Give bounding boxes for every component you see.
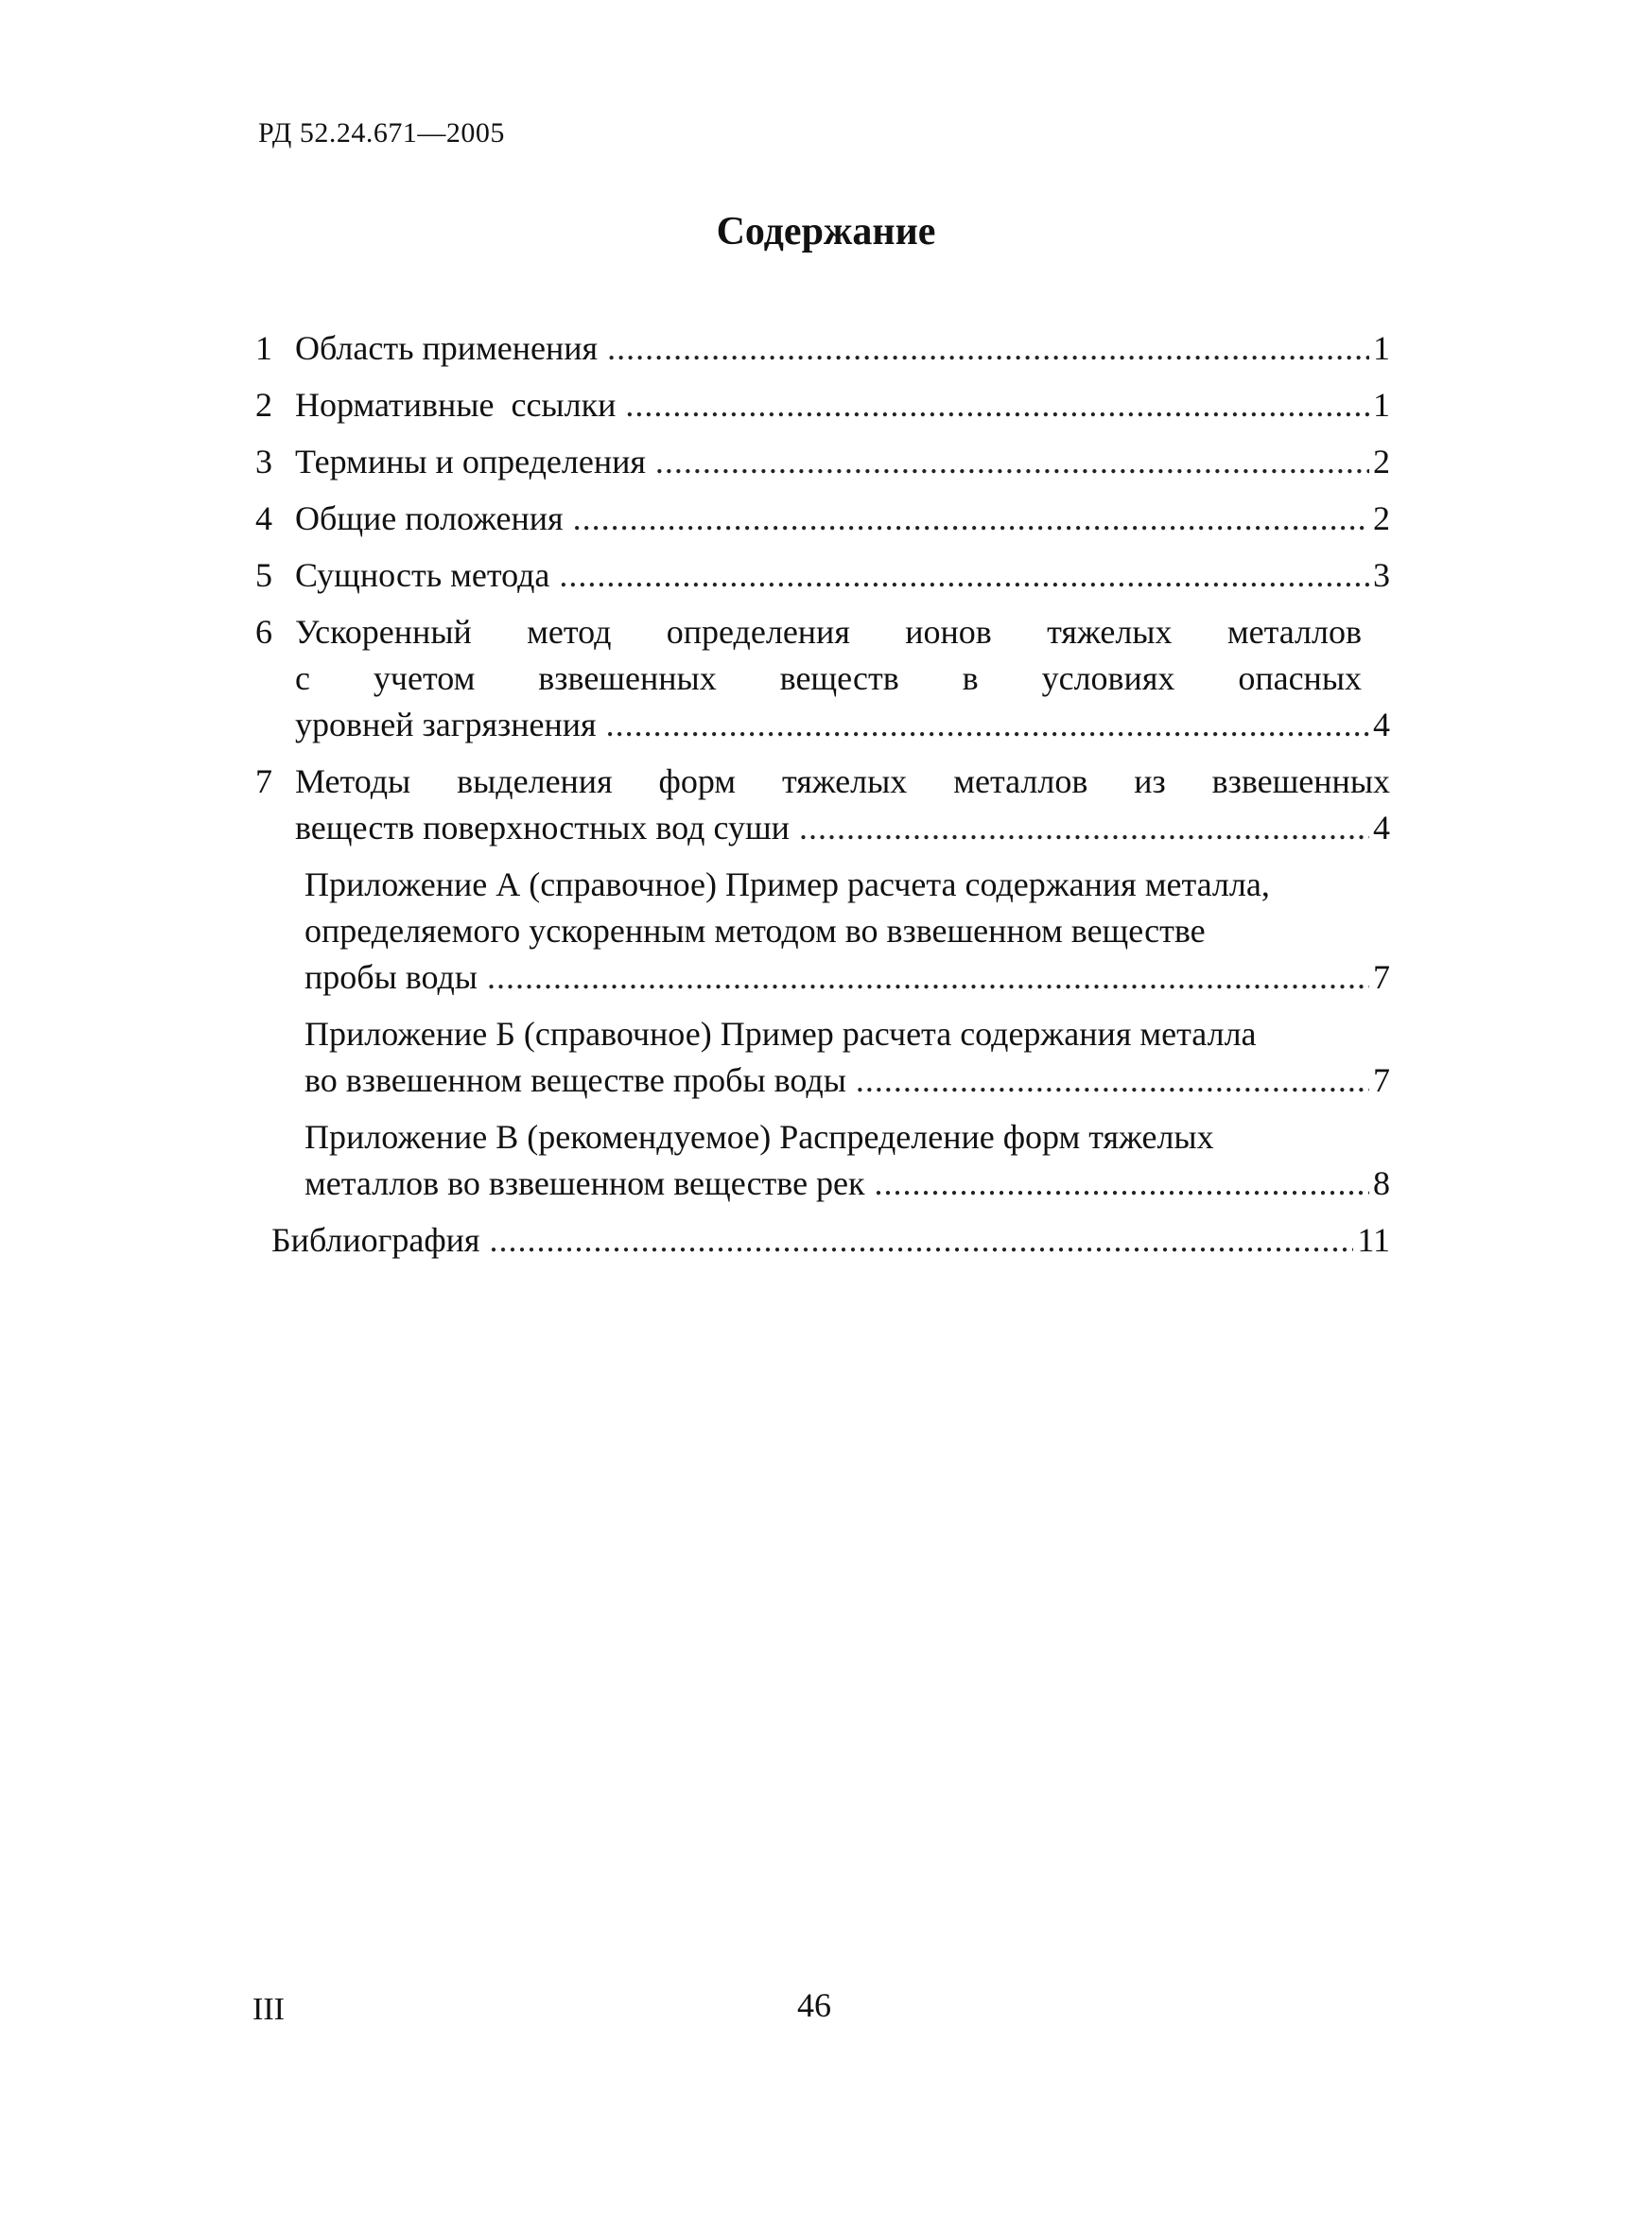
- toc-entry-number: 4: [255, 499, 272, 537]
- toc-page-number: 1: [1373, 329, 1390, 367]
- dot-leader: [487, 954, 1369, 1001]
- dot-leader: [559, 552, 1369, 599]
- toc-page-number: 3: [1373, 556, 1390, 594]
- dot-leader: [856, 1057, 1369, 1104]
- dot-leader: [573, 496, 1369, 542]
- toc-entry-title-line: Ускоренный метод определения ионов тяжелых металлов: [295, 613, 1362, 651]
- toc-entry-title: пробы воды: [304, 958, 478, 996]
- dot-leader: [655, 439, 1369, 485]
- toc-entry-title-line: Методы выделения форм тяжелых металлов из взвешенных: [295, 762, 1390, 800]
- toc-page-number: 8: [1373, 1164, 1390, 1202]
- toc-entry-title-line: Приложение В (рекомендуемое) Распределение форм тяжелых: [304, 1118, 1214, 1156]
- page-title: Содержание: [716, 210, 936, 253]
- toc-entry-title-line: определяемого ускоренным методом во взвешенном веществе: [304, 912, 1206, 950]
- toc-bibliography[interactable]: [255, 1217, 1390, 1264]
- toc-entry-5[interactable]: [255, 552, 1390, 599]
- toc-entry-number: 1: [255, 329, 272, 367]
- dot-leader: [875, 1161, 1369, 1207]
- toc-appendix-v[interactable]: [255, 1114, 1390, 1207]
- toc-entry-2[interactable]: [255, 382, 1390, 428]
- toc-entry-6[interactable]: [255, 609, 1390, 748]
- toc-entry-title-line: Приложение Б (справочное) Пример расчета содержания металла: [304, 1015, 1257, 1053]
- toc-page-number: 4: [1373, 706, 1390, 743]
- document-code: РД 52.24.671—2005: [258, 117, 505, 148]
- roman-page-number: III: [252, 1992, 285, 2027]
- toc-page-number: 7: [1373, 958, 1390, 996]
- toc-entry-4[interactable]: [255, 496, 1390, 542]
- toc-entry-title: во взвешенном веществе пробы воды: [304, 1061, 846, 1099]
- dot-leader: [489, 1217, 1353, 1264]
- toc-entry-title-line: Приложение А (справочное) Пример расчета содержания металла,: [304, 865, 1270, 903]
- toc-entry-3[interactable]: [255, 439, 1390, 485]
- toc-entry-title: Общие положения: [295, 499, 564, 537]
- toc-entry-7[interactable]: [255, 759, 1390, 851]
- toc-entry-number: 5: [255, 556, 272, 594]
- toc-entry-title: Термины и определения: [295, 443, 646, 480]
- toc-entry-title: Область применения: [295, 329, 599, 367]
- toc-appendix-a[interactable]: [255, 862, 1390, 1001]
- toc-page-number: 1: [1373, 386, 1390, 424]
- toc-entry-title-line: с учетом взвешенных веществ в условиях опасных: [295, 659, 1362, 697]
- dot-leader: [625, 382, 1369, 428]
- dot-leader: [606, 702, 1369, 748]
- toc-page-number: 4: [1373, 809, 1390, 847]
- toc-entry-number: 7: [255, 762, 272, 800]
- toc-entry-number: 2: [255, 386, 272, 424]
- toc-entry-number: 6: [255, 613, 272, 651]
- toc-appendix-b[interactable]: [255, 1011, 1390, 1104]
- toc-entry-title: уровней загрязнения: [295, 706, 597, 743]
- toc-entry-title: Сущность метода: [295, 556, 550, 594]
- toc-page-number: 11: [1357, 1221, 1390, 1259]
- page-number: 46: [797, 1986, 831, 2024]
- toc-page-number: 2: [1373, 443, 1390, 480]
- dot-leader: [799, 805, 1369, 851]
- table-of-contents: [255, 325, 1390, 1274]
- toc-entry-title: Библиография: [271, 1221, 480, 1259]
- dot-leader: [607, 325, 1369, 372]
- toc-entry-number: 3: [255, 443, 272, 480]
- toc-entry-title: веществ поверхностных вод суши: [295, 809, 790, 847]
- toc-page-number: 7: [1373, 1061, 1390, 1099]
- toc-entry-title: Нормативные ссылки: [295, 386, 617, 424]
- toc-entry-1[interactable]: [255, 325, 1390, 372]
- toc-page-number: 2: [1373, 499, 1390, 537]
- toc-entry-title: металлов во взвешенном веществе рек: [304, 1164, 865, 1202]
